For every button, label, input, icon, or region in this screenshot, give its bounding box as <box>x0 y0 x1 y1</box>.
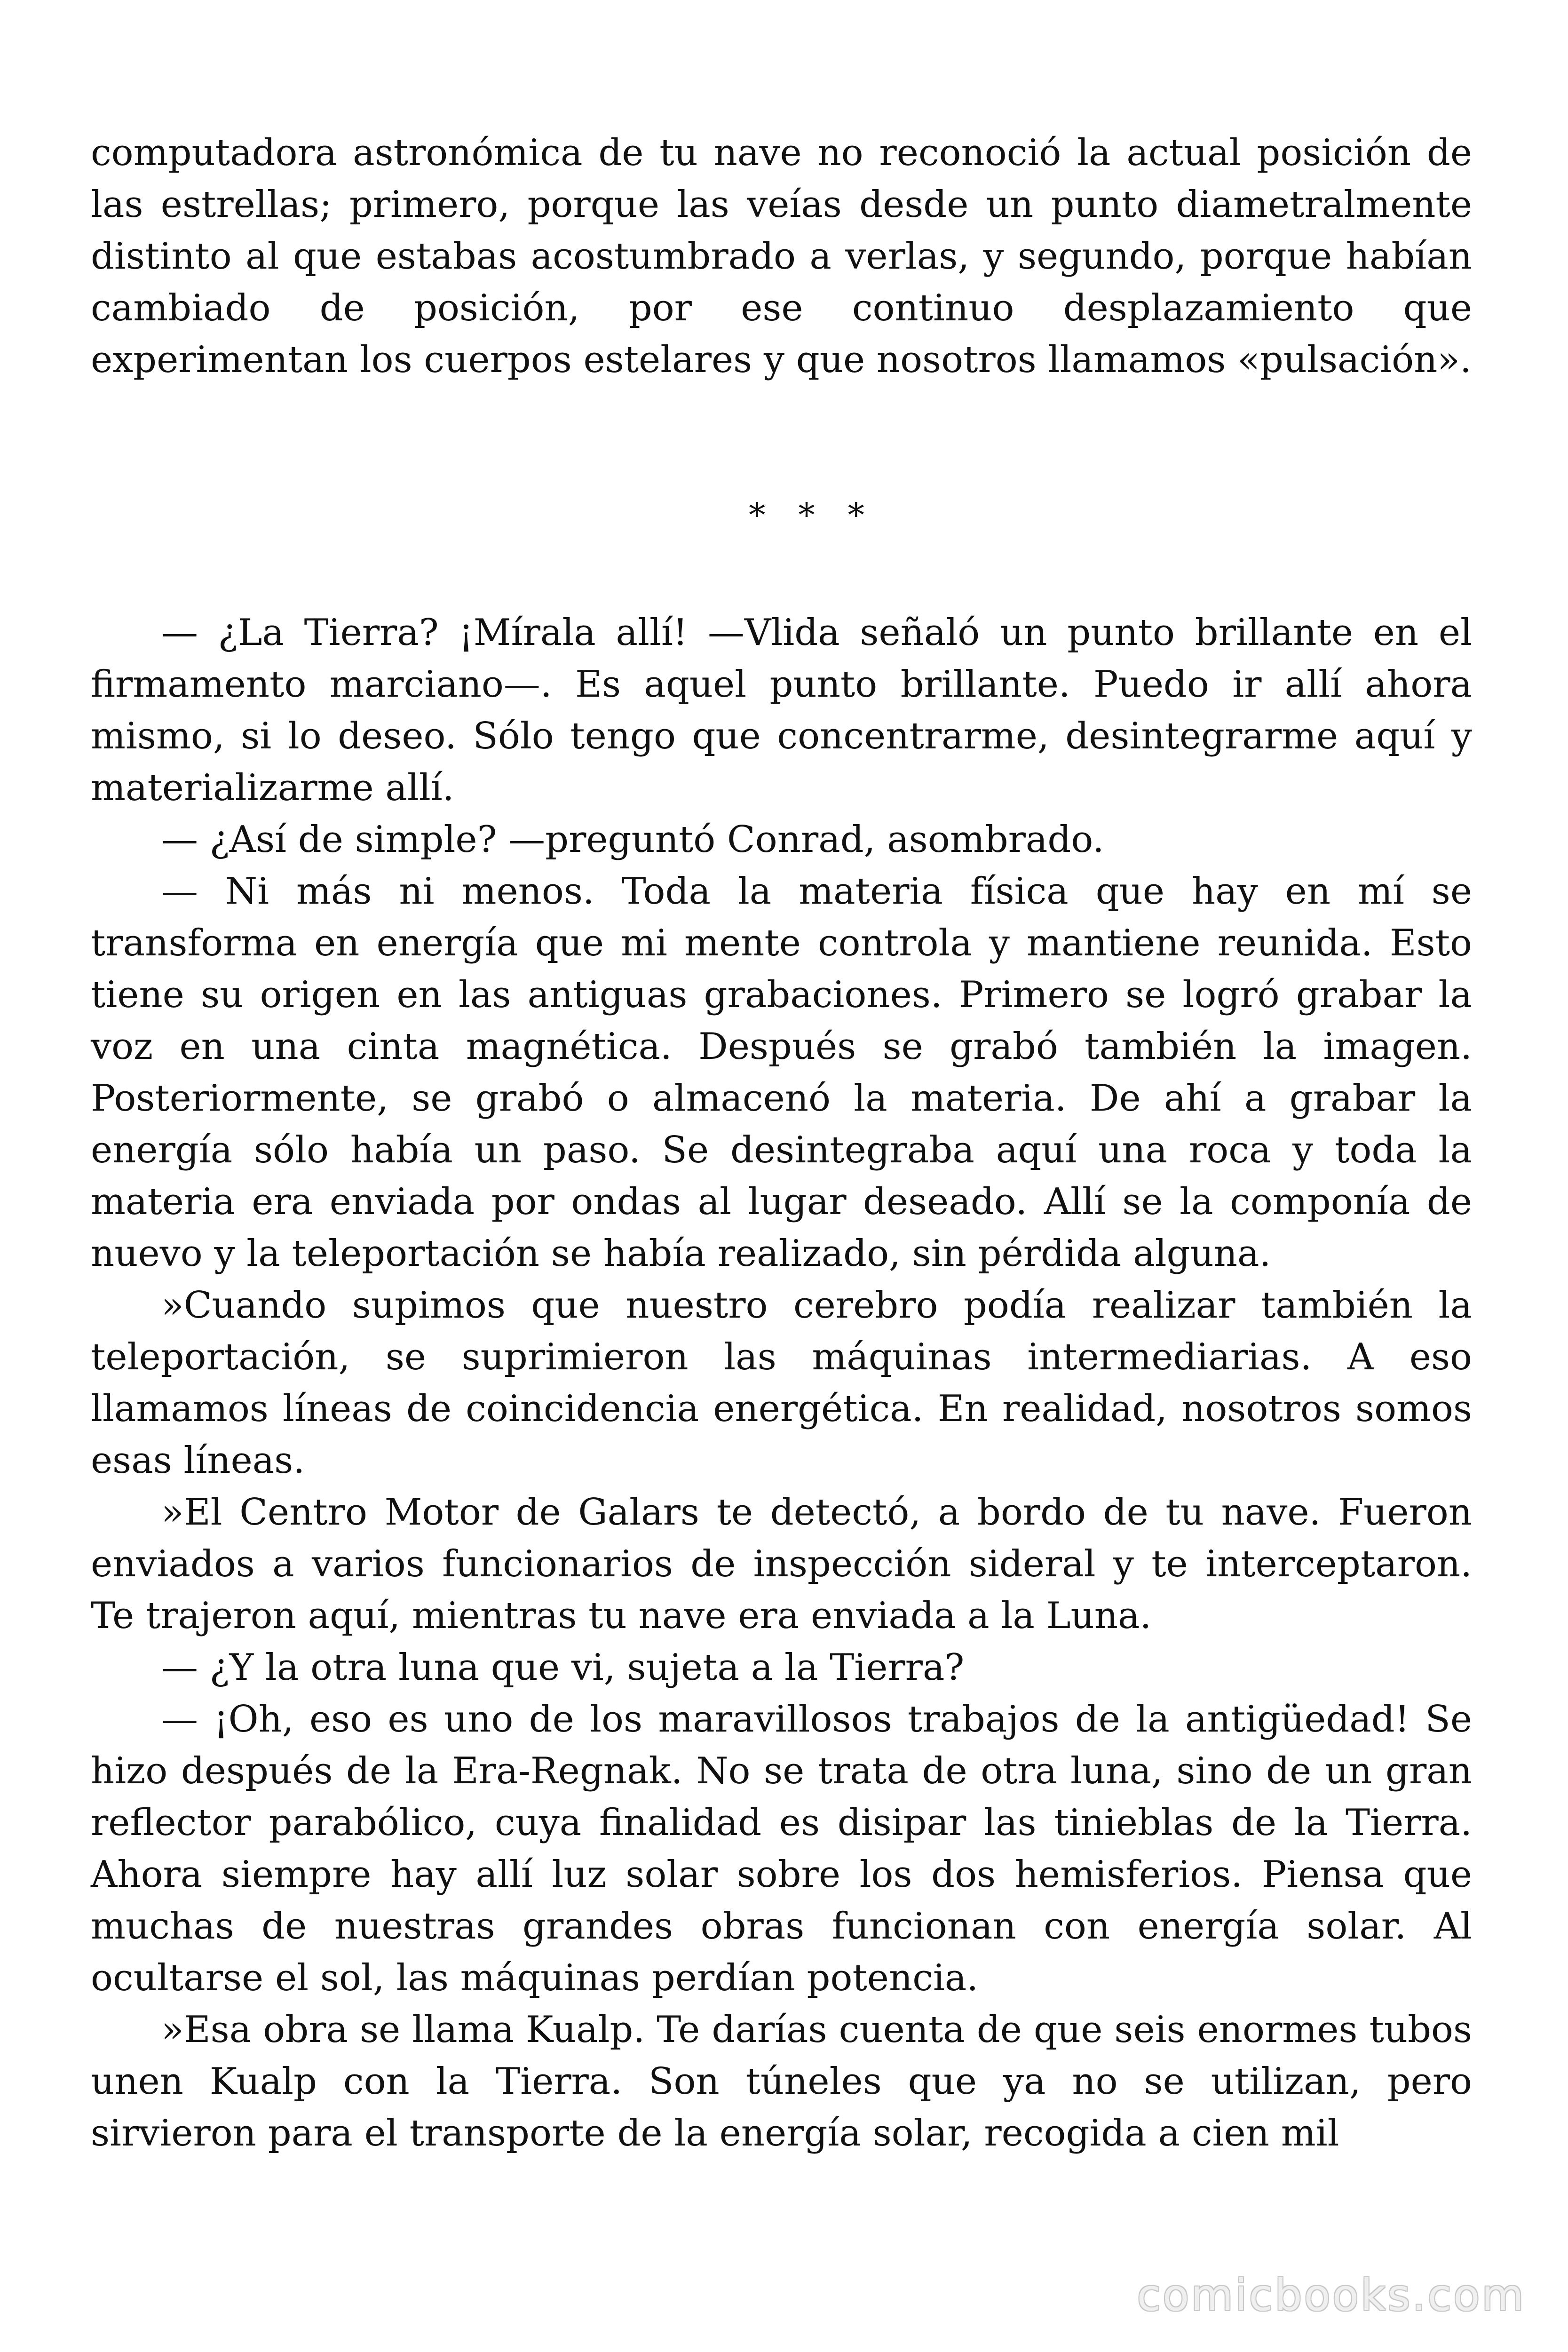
paragraph: — ¡Oh, eso es uno de los maravillosos trabajos de la antigüedad! Se hizo después de la Era-Regnak. No se trata de otra luna, sino de un gran reflector parabólico, cuya finalidad es disipar las tinieblas de la Tierra. Ahora siempre hay allí luz solar sobre los dos hemisferios. Piensa que muchas de nuestras grandes obras funcionan con energía solar. Al ocultarse el sol, las máquinas perdían potencia. <box>91 1698 1472 1999</box>
paragraph: »El Centro Motor de Galars te detectó, a bordo de tu nave. Fueron enviados a varios funcionarios de inspección sideral y te interceptaron. Te trajeron aquí, mientras tu nave era enviada a la Luna. <box>91 1491 1472 1637</box>
paragraph: computadora astronómica de tu nave no reconoció la actual posición de las estrellas; primero, porque las veías desde un punto diametralmente distinto al que estabas acostumbrado a verlas, y segundo, porque habían cambiado de posición, por ese continuo desplazamiento que experimentan los cuerpos estelares y que nosotros llamamos «pulsación». <box>91 132 1472 381</box>
watermark: comicbooks.com <box>1137 2270 1526 2320</box>
top-text-block <box>91 127 1472 386</box>
section-separator: * * * <box>749 496 876 534</box>
paragraph: — ¿Así de simple? —preguntó Conrad, asombrado. <box>161 818 1104 861</box>
paragraph: »Cuando supimos que nuestro cerebro podía realizar también la teleportación, se suprimieron las máquinas intermediarias. A eso llamamos líneas de coincidencia energética. En realidad, nosotros somos esas líneas. <box>91 1284 1472 1482</box>
paragraph: — ¿La Tierra? ¡Mírala allí! —Vlida señaló un punto brillante en el firmamento marciano—. Es aquel punto brillante. Puedo ir allí ahora mismo, si lo deseo. Sólo tengo que concentrarme, desintegrarme aquí y materializarme allí. <box>91 612 1472 809</box>
paragraph: — Ni más ni menos. Toda la materia física que hay en mí se transforma en energía que mi mente controla y mantiene reunida. Esto tiene su origen en las antiguas grabaciones. Primero se logró grabar la voz en una cinta magnética. Después se grabó también la imagen. Posteriormente, se grabó o almacenó la materia. De ahí a grabar la energía sólo había un paso. Se desintegraba aquí una roca y toda la materia era enviada por ondas al lugar deseado. Allí se la componía de nuevo y la teleportación se había realizado, sin pérdida alguna. <box>91 870 1472 1275</box>
paragraph: — ¿Y la otra luna que vi, sujeta a la Tierra? <box>161 1646 965 1689</box>
paragraph: »Esa obra se llama Kualp. Te darías cuenta de que seis enormes tubos unen Kualp con la Tierra. Son túneles que ya no se utilizan, pero sirvieron para el transporte de la energía solar, recogida a cien mil <box>91 2009 1472 2154</box>
main-text-block <box>91 607 1472 2159</box>
